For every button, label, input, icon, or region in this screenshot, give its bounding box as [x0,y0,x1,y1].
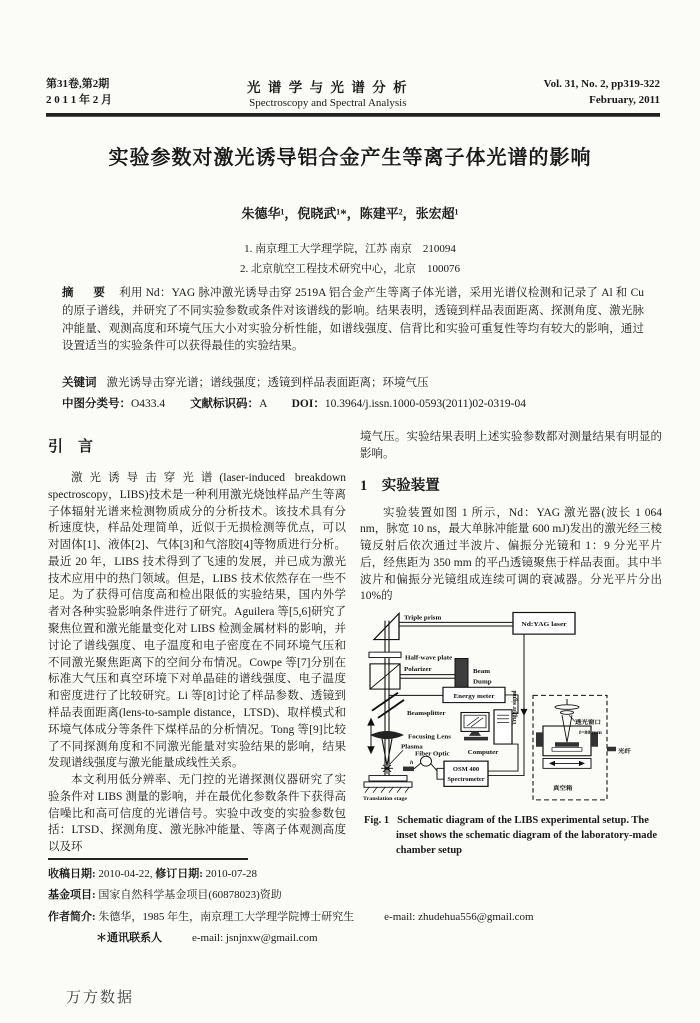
footnote-corresponding [48,928,666,949]
corresponding-email: e-mail: jsnjnxw@gmail.com [192,932,318,945]
keywords-label: 关键词 [62,377,97,389]
authors-line: 朱德华¹，倪晓武¹*，陈建平²，张宏超¹ [241,206,459,221]
journal-volume-block-cn [46,77,112,109]
left-column [48,429,346,859]
doi-value: 10.3964/j.issn.1000-0593(2011)02-0319-04 [324,398,526,410]
libs-setup-diagram [361,608,661,808]
footnote-fund [48,885,666,906]
spectrometer-slit [437,769,444,780]
observation-height-label: h [410,760,414,766]
setup-heading: 1 实验装置 [360,477,440,494]
right-column [360,429,662,859]
laser-label: Nd:YAG laser [521,620,567,629]
focal-length-label: f=80 mm [579,730,602,737]
beam-dump-label-1: Beam [473,668,491,676]
footnote-block [48,864,666,950]
beamsplitter-label: Beamsplitter [407,710,446,718]
fiber-port-label: 光纤 [618,748,631,756]
journal-title-en: Spectroscopy and Spectral Analysis [249,97,407,109]
beamsplitter-icon [372,693,404,718]
volume-issue-en: Vol. 31, No. 2, pp319-322 [543,78,660,91]
intro-heading: 引 言 [48,439,94,455]
doc-code-value: A [259,398,267,410]
doi-label: DOI： [291,398,325,410]
triple-prism-icon [374,614,399,640]
affiliations [0,239,700,280]
fiber-tip-icon [403,767,414,772]
computer-label: Computer [467,749,499,757]
spectrometer-label-2: Spectrometer [447,776,485,784]
fiber-lead-1 [414,763,421,769]
revised-label: 修订日期: [155,868,206,880]
polarizer-label: Polarizer [404,666,432,674]
spectrometer-label-1: OSM 400 [452,766,480,774]
figure-caption-text: Schematic diagram of the LIBS experimental setup. The inset shows the schematic diagram of the laboratory-made chamber setup [396,815,658,857]
trigger-label: Trigger signal [510,690,519,726]
doc-code-label: 文献标识码： [190,398,260,410]
translation-stage-label: Translation stage [363,796,408,803]
clc-value: O433.4 [131,398,166,410]
plasma-leader [390,751,403,765]
keywords-line [62,374,644,390]
journal-title-block [247,76,409,109]
window-label: 透光窗口 [575,719,601,727]
fiber-optic-label: Fiber Optic [415,751,450,758]
corresponding-author-label: ＊通讯联系人 [96,932,162,945]
wanfang-watermark: 万方数据 [66,989,135,1006]
figure-number: Fig. 1 [364,815,390,827]
journal-volume-block-en [544,77,660,109]
plasma-icon [381,763,393,774]
figure-caption [364,814,662,859]
triple-prism-label: Triple prism [404,615,442,622]
chamber-inset [533,696,616,801]
intro-paragraph-1: 激光诱导击穿光谱(laser-induced breakdown spectroscopy，LIBS)技术是一种利用激光烧蚀样品产生等离子体辐射光谱来检测物质成分的分析技术。该技术具有分析速度快，样品处理简单，近似于无损检测等优点，可以对固体[1]、液体[2]、气体[3]和气溶胶[4]等物质进行分析。最近 20 年，LIBS 技术得到了飞速的发展，并已成为激光技术应用中的热门领域。但是，LIBS 技术依然存在一些不足。为了获得可信度高和检出限低的实验结果，国内外学者对各种实验影响条件进行了研究。Aguilera 等[5,6]研究了聚焦位置和激光能量变化对 LIBS 检测金属材料的影响，并讨论了谱线强度、电子温度和电子密度在不同环境气压和不同激光聚焦距离下的空间分布情况。Cowpe 等[7]分别在标准大气压和真空环境下对单晶硅的谱线强度、电子温度和密度进行了比较研究。Li 等[8]讨论了样品参数、透镜到样品表面距离(lens-to-sample distance，LTSD)、取样模式和环境气体成分等条件下煤样品的分析情况。Tong 等[9]比较了不同探测角度和不同激光能量对实验结果的影响，结果发现谱线强度与激光能量成线性关系。 [48,472,346,770]
bio-email: e-mail: zhudehua556@gmail.com [384,910,534,923]
bio-text: 朱德华，1985 年生，南京理工大学理学院博士研究生 [98,910,355,923]
footnote-rule [48,858,248,860]
spectrometer-cable [488,744,518,771]
header-rule [46,113,660,117]
half-wave-plate-label: Half-wave plate [405,654,453,662]
issue-date-cn: 2 0 1 1 年 2 月 [46,94,112,107]
clc-label: 中图分类号： [62,398,131,410]
journal-header [46,76,660,109]
article-title: 实验参数对激光诱导铝合金产生等离子体光谱的影响 [108,147,592,169]
focusing-lens-icon [370,731,404,739]
focusing-lens-label: Focusing Lens [408,734,451,741]
affiliation-1: 1. 南京理工大学理学院，江苏 南京 210094 [244,243,456,255]
journal-title-cn: 光 谱 学 与 光 谱 分 析 [247,80,409,95]
trigger-arrow [521,709,528,716]
plasma-label: Plasma [401,744,423,751]
beam-dump-label-2: Dump [473,679,492,686]
abstract-label: 摘 要 [62,287,110,299]
footnote-dates [48,864,666,885]
issue-date-en: February, 2011 [589,94,660,107]
intro-paragraph-2: 本文利用低分辨率、无门控的光谱探测仪器研究了实验条件对 LIBS 测量的影响，并在最优化参数条件下获得高信噪比和高可信度的光谱信号。实验中改变的实验参数包括：LTSD、探测角度、激光脉冲能量、等离子体观测高度以及环 [48,774,346,854]
keywords-text: 激光诱导击穿光谱；谱线强度；透镜到样品表面距离；环境气压 [106,377,429,389]
received-label: 收稿日期: [48,868,99,880]
abstract [62,285,644,356]
vacuum-chamber-label: 真空箱 [553,785,573,793]
footnote-bio [48,907,666,928]
classification-line [62,395,644,411]
translation-stage-icon [364,776,412,793]
revised-date: 2010-07-28 [205,868,257,880]
fiber-loop-icon [421,756,432,766]
volume-issue-cn: 第31卷,第2期 [46,78,110,91]
fund-text: 国家自然科学基金项目(60878023)资助 [98,889,282,902]
setup-paragraph-1: 实验装置如图 1 所示，Nd：YAG 激光器(波长 1 064 nm，脉宽 10 ns，最大单脉冲能量 600 mJ)发出的激光经三棱镜反射后依次通过半波片、偏振分光镜和 1：9 分光平片后，经焦距为 350 mm 的平凸透镜聚焦于样品表面。其中半波片和偏振分光镜组成连续可调的衰减器。分光平片分出 10%的 [360,506,662,603]
abstract-text: 利用 Nd：YAG 脉冲激光诱导击穿 2519A 铝合金产生等离子体光谱，采用光谱仪检测和记录了 Al 和 Cu 的原子谱线，并研究了不同实验参数或条件对该谱线的影响。结果表明，透镜到样品表面距离、探测角度、激光脉冲能量、观测高度和环境气压大小对实验分析性能，如谱线强度、信背比和实验可重复性等均有较大的影响，通过设置适当的实验条件可以获得最佳的实验结果。 [62,287,644,353]
computer-icon [461,710,512,744]
bio-label: 作者简介: [48,910,99,923]
half-wave-plate-icon [369,652,401,657]
affiliation-2: 2. 北京航空工程技术研究中心，北京 100076 [240,263,460,276]
setup-continued-paragraph: 境气压。实验结果表明上述实验参数都对测量结果有明显的影响。 [360,431,662,460]
energy-meter-label: Energy meter [453,693,495,701]
fund-label: 基金项目: [48,889,99,902]
received-date: 2010-04-22, [98,868,156,880]
